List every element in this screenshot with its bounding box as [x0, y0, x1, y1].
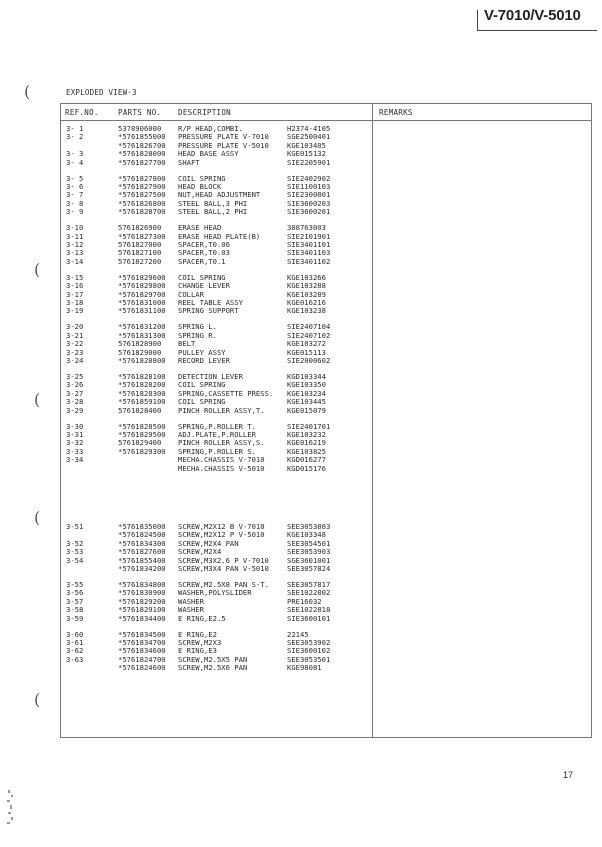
part-no-cell: *5761824700 [118, 654, 166, 664]
part-no-cell: *5761834400 [118, 613, 166, 623]
ref-no-cell: 3- 2 [66, 132, 84, 142]
code-cell: SIE3401101 [287, 240, 331, 249]
part-no-cell: *5761827800 [118, 173, 166, 183]
code-cell: KGE103232 [287, 430, 326, 439]
ref-no-cell: 3-62 [66, 646, 84, 656]
ref-no-cell: 3-57 [66, 596, 84, 606]
ref-no-cell: 3-17 [66, 289, 84, 299]
description-cell: SCREW,M3X4 PAN V-5010 [178, 564, 269, 573]
code-cell: SEE3054501 [287, 538, 331, 548]
description-cell: COLLAR [178, 289, 204, 299]
part-no-cell: *5761855000 [118, 132, 166, 142]
part-no-cell: *5761831300 [118, 330, 166, 340]
description-cell: PINCH ROLLER ASSY,T. [178, 405, 265, 415]
part-no-cell: 5761827200 [118, 256, 162, 266]
ref-no-cell: 3-16 [66, 281, 84, 291]
part-no-cell: 5761828900 [118, 339, 162, 349]
code-cell: KGE103825 [287, 446, 326, 456]
description-cell: PRESSURE PLATE V-5010 [178, 140, 269, 150]
ref-no-cell: 3-51 [66, 522, 84, 531]
code-cell: SIE2401701 [287, 421, 331, 431]
description-cell: SPACER,T0.03 [178, 248, 230, 258]
model-rule-vertical [477, 10, 478, 30]
description-cell: WASHER [178, 605, 204, 615]
description-cell: SCREW,M3X2.6 P V-7010 [178, 555, 269, 565]
col-header-remarks: REMARKS [379, 108, 413, 117]
description-cell: ADJ.PLATE,P.ROLLER [178, 430, 256, 439]
part-no-cell: *5761829500 [118, 430, 166, 439]
ref-no-cell: 3-30 [66, 421, 84, 431]
ref-no-cell: 3- 8 [66, 198, 84, 208]
ref-no-cell: 3-54 [66, 555, 84, 565]
code-cell: H2374-4105 [287, 124, 331, 133]
description-cell: REEL TABLE ASSY [178, 298, 243, 307]
part-no-cell: *5761831200 [118, 322, 166, 332]
description-cell: COIL SPRING [178, 380, 226, 390]
code-cell: KGE103350 [287, 380, 326, 390]
ref-no-cell: 3-58 [66, 605, 84, 615]
part-no-cell: *5761829600 [118, 272, 166, 282]
description-cell: PULLEY ASSY [178, 347, 226, 357]
code-cell: SIE3600101 [287, 613, 331, 623]
description-cell: ERASE HEAD PLATE(B) [178, 231, 261, 241]
description-cell: SPRING R. [178, 330, 217, 340]
description-cell: E RING,E2.5 [178, 613, 226, 623]
ref-no-cell: 3-53 [66, 547, 84, 557]
code-cell: SGE2500401 [287, 132, 331, 142]
code-cell: KGE103238 [287, 306, 326, 316]
part-no-cell: *5761827600 [118, 547, 166, 557]
part-no-cell: *5761829700 [118, 289, 166, 299]
code-cell: KGE103348 [287, 530, 326, 540]
description-cell: COIL SPRING [178, 397, 226, 407]
code-cell: SIE3600102 [287, 646, 331, 656]
part-no-cell: *5761834300 [118, 538, 166, 548]
part-no-cell: 5761826900 [118, 223, 162, 233]
part-no-cell: *5761834800 [118, 580, 166, 589]
part-no-cell: *5761859100 [118, 397, 166, 407]
ref-no-cell: 3-14 [66, 256, 84, 266]
code-cell: KGE015132 [287, 149, 326, 159]
ref-no-cell: 3-59 [66, 613, 84, 623]
part-no-cell: *5761826700 [118, 140, 166, 150]
code-cell: KGE98081 [287, 663, 322, 673]
code-cell: SEE3053903 [287, 547, 331, 557]
binder-hole-mark: ( [24, 82, 31, 101]
part-no-cell: *5761855400 [118, 555, 166, 565]
description-cell: CHANGE LEVER [178, 281, 230, 291]
part-no-cell: *5761834200 [118, 564, 166, 573]
description-cell: SPRING,P.ROLLER T. [178, 421, 256, 431]
remarks-divider [372, 104, 373, 737]
description-cell: SCREW,M2.5X5 PAN [178, 654, 248, 664]
code-cell: 308763003 [287, 223, 326, 233]
part-no-cell: *5761829300 [118, 446, 166, 456]
code-cell: SIE2407102 [287, 330, 331, 340]
part-no-cell: 5761829400 [118, 438, 162, 448]
code-cell: KGD103344 [287, 372, 326, 381]
part-no-cell: *5761827300 [118, 231, 166, 241]
model-rule-horizontal [477, 30, 597, 31]
ref-no-cell: 3-18 [66, 298, 84, 307]
ref-no-cell: 3- 5 [66, 173, 84, 183]
col-header-ref: REF.NO. [65, 108, 99, 117]
description-cell: SPRING,P.ROLLER S. [178, 446, 256, 456]
description-cell: SCREW,M2X3 [178, 638, 222, 647]
description-cell: SCREW,M2.5X6 PAN [178, 663, 248, 673]
part-no-cell: *5761828100 [118, 372, 166, 381]
ref-no-cell: 3-12 [66, 240, 84, 249]
part-no-cell: *5761827700 [118, 157, 166, 167]
header-divider [61, 120, 591, 121]
description-cell: E RING,E2 [178, 629, 217, 639]
part-no-cell: *5761831000 [118, 298, 166, 307]
code-cell: SIE3600203 [287, 198, 331, 208]
description-cell: WASHER [178, 596, 204, 606]
ref-no-cell: 3-20 [66, 322, 84, 332]
ref-no-cell: 3-11 [66, 231, 84, 241]
ref-no-cell: 3- 3 [66, 149, 84, 159]
part-no-cell: 5378906000 [118, 124, 162, 133]
ref-no-cell: 3-60 [66, 629, 84, 639]
code-cell: KGD015176 [287, 463, 326, 473]
binder-hole-mark: ( [34, 690, 41, 709]
part-no-cell: *5761834500 [118, 629, 166, 639]
description-cell: STEEL BALL,2 PHI [178, 207, 248, 217]
code-cell: SEE1022802 [287, 588, 331, 598]
part-no-cell: 5761827000 [118, 240, 162, 249]
code-cell: KGE103266 [287, 272, 326, 282]
part-no-cell: *5761835000 [118, 522, 166, 531]
part-no-cell: *5761830900 [118, 588, 166, 598]
part-no-cell: *5761828500 [118, 421, 166, 431]
description-cell: HEAD BLOCK [178, 182, 222, 191]
code-cell: 22145 [287, 629, 309, 639]
code-cell: SIE3600201 [287, 207, 331, 217]
description-cell: SCREW,M2X4 [178, 547, 222, 557]
ref-no-cell: 3-25 [66, 372, 84, 381]
ref-no-cell: 3-52 [66, 538, 84, 548]
ref-no-cell: 3-19 [66, 306, 84, 316]
ref-no-cell: 3-63 [66, 654, 84, 664]
part-no-cell: *5761828200 [118, 380, 166, 390]
code-cell: SGE3601001 [287, 555, 331, 565]
code-cell: SEE3053902 [287, 638, 331, 647]
section-title: EXPLODED VIEW-3 [66, 88, 137, 97]
code-cell: KGE016216 [287, 298, 326, 307]
part-no-cell: *5761827900 [118, 182, 166, 191]
code-cell: SIE2101901 [287, 231, 331, 241]
code-cell: SIE2407104 [287, 322, 331, 332]
ref-no-cell: 3-27 [66, 388, 84, 398]
code-cell: KGE103289 [287, 289, 326, 299]
scan-artifact [6, 788, 16, 828]
part-no-cell: *5761828000 [118, 149, 166, 159]
description-cell: WASHER,POLYSLIDER [178, 588, 252, 598]
part-no-cell: *5761829200 [118, 596, 166, 606]
page-number: 17 [563, 770, 574, 780]
code-cell: KGD016277 [287, 455, 326, 465]
part-no-cell: *5761829800 [118, 281, 166, 291]
code-cell: SEE3053501 [287, 654, 331, 664]
description-cell: COIL SPRING [178, 173, 226, 183]
description-cell: E RING,E3 [178, 646, 217, 656]
code-cell: KGE103445 [287, 397, 326, 407]
col-header-part: PARTS NO. [118, 108, 162, 117]
part-no-cell: 5761829000 [118, 347, 162, 357]
ref-no-cell: 3-28 [66, 397, 84, 407]
ref-no-cell: 3-56 [66, 588, 84, 598]
ref-no-cell: 3- 7 [66, 190, 84, 200]
description-cell: BELT [178, 339, 196, 349]
ref-no-cell: 3-23 [66, 347, 84, 357]
description-cell: MECHA.CHASSIS V-5010 [178, 463, 265, 473]
ref-no-cell: 3-13 [66, 248, 84, 258]
part-no-cell: *5761824600 [118, 663, 166, 673]
code-cell: KGE103288 [287, 281, 326, 291]
description-cell: ERASE HEAD [178, 223, 222, 233]
code-cell: SIE3401102 [287, 256, 331, 266]
part-no-cell: *5761824500 [118, 530, 166, 540]
description-cell: R/P HEAD,COMBI. [178, 124, 243, 133]
code-cell: SIE1100103 [287, 182, 331, 191]
ref-no-cell: 3- 1 [66, 124, 84, 133]
part-no-cell: *5761834700 [118, 638, 166, 647]
code-cell: KGE103272 [287, 339, 326, 349]
ref-no-cell: 3-22 [66, 339, 84, 349]
code-cell: SEE3053803 [287, 522, 331, 531]
part-no-cell: 5761828400 [118, 405, 162, 415]
description-cell: HEAD BASE ASSY [178, 149, 239, 159]
part-no-cell: *5761828300 [118, 388, 166, 398]
part-no-cell: 5761827100 [118, 248, 162, 258]
ref-no-cell: 3- 6 [66, 182, 84, 191]
binder-hole-mark: ( [34, 260, 41, 279]
model-number: V-7010/V-5010 [484, 7, 581, 24]
part-no-cell: *5761831100 [118, 306, 166, 316]
description-cell: SPACER,T0.1 [178, 256, 226, 266]
code-cell: SIE2000602 [287, 356, 331, 365]
binder-hole-mark: ( [34, 390, 41, 409]
part-no-cell: *5761828800 [118, 356, 166, 365]
part-no-cell: *5761826800 [118, 198, 166, 208]
description-cell: DETECTION LEVER [178, 372, 243, 381]
ref-no-cell: 3- 4 [66, 157, 84, 167]
code-cell: SEE3057824 [287, 564, 331, 573]
code-cell: KGE015113 [287, 347, 326, 357]
code-cell: SEE1022818 [287, 605, 331, 615]
description-cell: SCREW,M2X4 PAN [178, 538, 239, 548]
ref-no-cell: 3-26 [66, 380, 84, 390]
binder-hole-mark: ( [34, 508, 41, 527]
description-cell: SPACER,T0.06 [178, 240, 230, 249]
ref-no-cell: 3-31 [66, 430, 84, 439]
ref-no-cell: 3-61 [66, 638, 84, 647]
code-cell: KGE103234 [287, 388, 326, 398]
ref-no-cell: 3-34 [66, 455, 84, 465]
part-no-cell: *5761827500 [118, 190, 166, 200]
ref-no-cell: 3-21 [66, 330, 84, 340]
code-cell: SIE2205901 [287, 157, 331, 167]
ref-no-cell: 3-24 [66, 356, 84, 365]
code-cell: SIE2402902 [287, 173, 331, 183]
ref-no-cell: 3- 9 [66, 207, 84, 217]
code-cell: SIE3401103 [287, 248, 331, 258]
description-cell: SPRING SUPPORT [178, 306, 239, 316]
code-cell: SIE2300801 [287, 190, 331, 200]
description-cell: PINCH ROLLER ASSY,S. [178, 438, 265, 448]
col-header-desc: DESCRIPTION [178, 108, 231, 117]
description-cell: SHAFT [178, 157, 200, 167]
description-cell: MECHA.CHASSIS V-7010 [178, 455, 265, 465]
description-cell: COIL SPRING [178, 272, 226, 282]
part-no-cell: *5761828700 [118, 207, 166, 217]
description-cell: SPRING L. [178, 322, 217, 332]
description-cell: SCREW,M2X12 P V-5010 [178, 530, 265, 540]
ref-no-cell: 3-10 [66, 223, 84, 233]
ref-no-cell: 3-32 [66, 438, 84, 448]
code-cell: PRE16032 [287, 596, 322, 606]
description-cell: SCREW,M2.5X8 PAN S-T. [178, 580, 269, 589]
code-cell: KGE015079 [287, 405, 326, 415]
code-cell: SEE3057817 [287, 580, 331, 589]
ref-no-cell: 3-29 [66, 405, 84, 415]
description-cell: STEEL BALL,3 PHI [178, 198, 248, 208]
description-cell: SCREW,M2X12 B V-7010 [178, 522, 265, 531]
description-cell: SPRING,CASSETTE PRESS. [178, 388, 274, 398]
description-cell: PRESSURE PLATE V-7010 [178, 132, 269, 142]
ref-no-cell: 3-15 [66, 272, 84, 282]
part-no-cell: *5761829100 [118, 605, 166, 615]
code-cell: KGE103405 [287, 140, 326, 150]
part-no-cell: *5761834600 [118, 646, 166, 656]
ref-no-cell: 3-33 [66, 446, 84, 456]
description-cell: NUT,HEAD ADJUSTMENT [178, 190, 261, 200]
code-cell: KGE016219 [287, 438, 326, 448]
description-cell: RECORD LEVER [178, 356, 230, 365]
parts-table [60, 103, 592, 738]
ref-no-cell: 3-55 [66, 580, 84, 589]
